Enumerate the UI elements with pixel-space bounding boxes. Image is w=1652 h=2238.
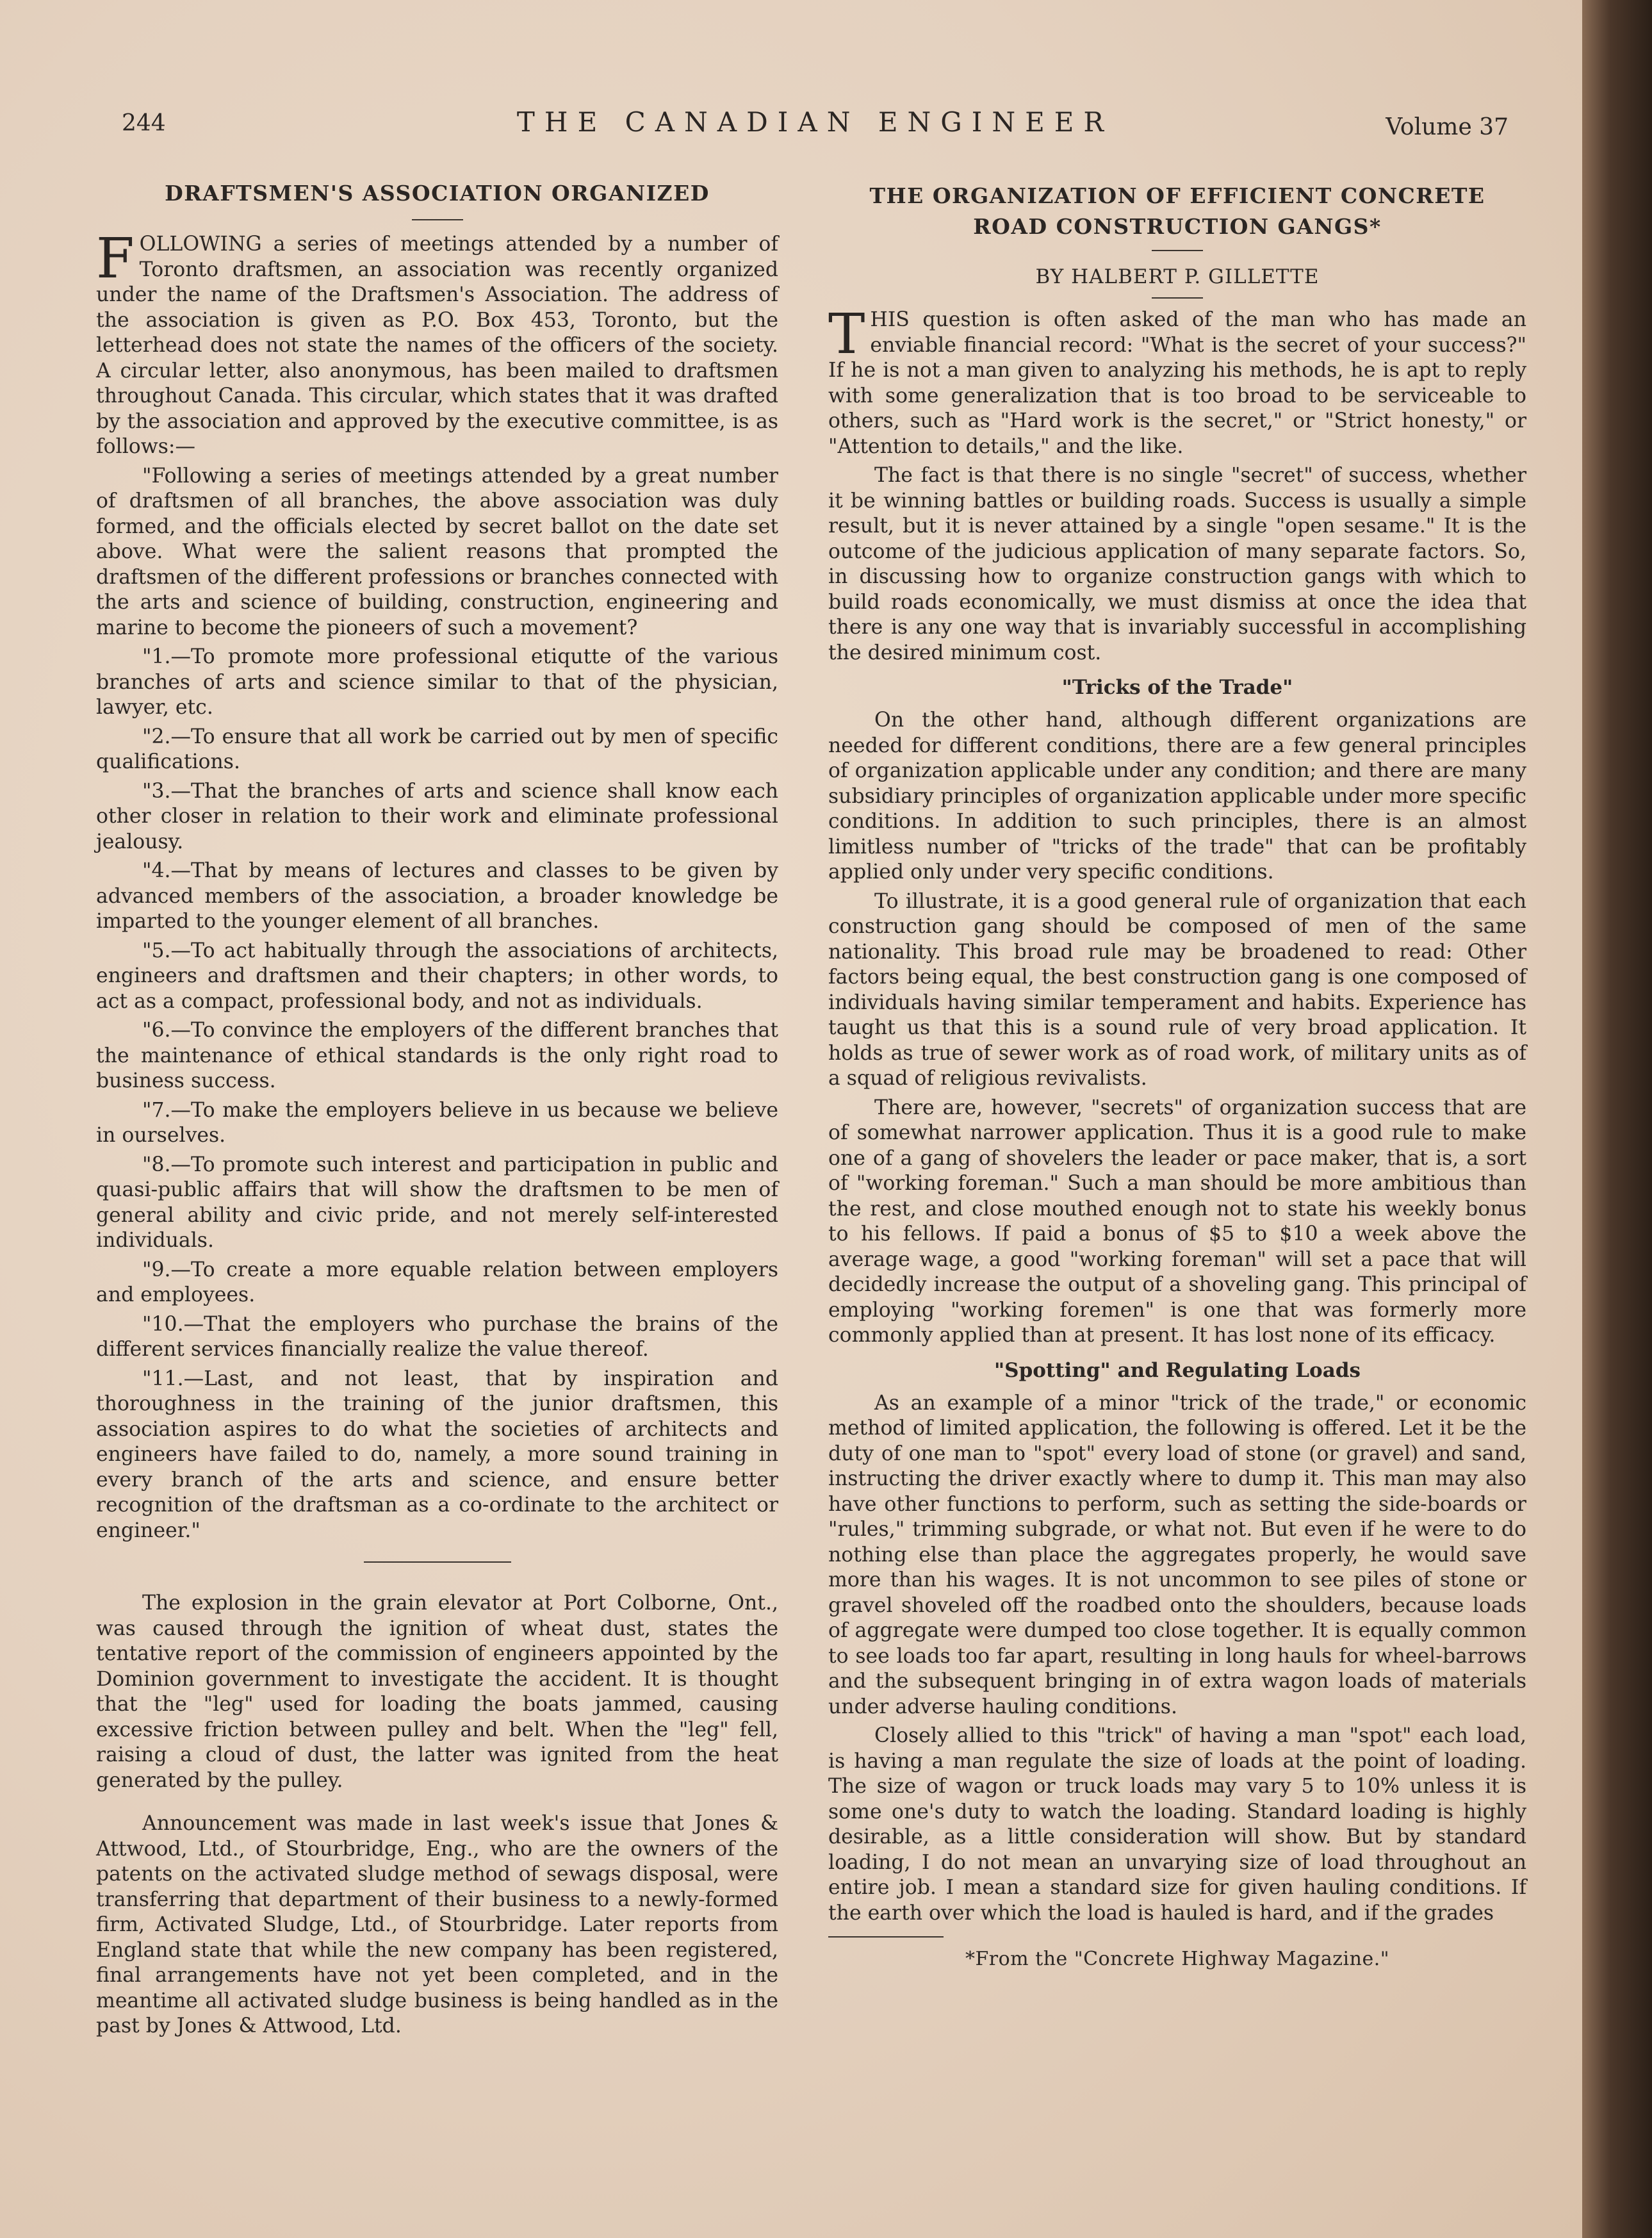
- article-title-line-2: ROAD CONSTRUCTION GANGS*: [973, 214, 1382, 239]
- list-item: "7.—To make the employers believe in us because we believe in ourselves.: [96, 1098, 778, 1147]
- article-paragraph: Closely allied to this "trick" of having a man "spot" each load, is having a man regulate the size of loads at the point of loading. The size of wagon or truck loads may vary 5 to 10% unless it is some one's duty to watch the loading. Standard loading is highly desirable, as a little consideration will show. But by standard loading, I do not mean an unvarying size of load throughout an entire job. I mean a standard size for given hauling conditions. If the earth over which the load is hauled is hard, and if the grades: [828, 1724, 1526, 1925]
- running-header: [122, 106, 1509, 149]
- list-item: "9.—To create a more equable relation between employers and employees.: [96, 1258, 778, 1306]
- article-title-draftsmen: DRAFTSMEN'S ASSOCIATION ORGANIZED: [165, 181, 710, 206]
- left-column: [96, 181, 778, 2043]
- article-paragraph: On the other hand, although different organizations are needed for different conditions, there are a few general principles of organization applicable under any condition; and there are many subsidiary principles of organization applicable under more specific conditions. In addition to such principles, there is an almost limitless number of "tricks of the trade" that can be profitably applied only under very specific conditions.: [828, 709, 1526, 884]
- byline-rule: [1152, 297, 1203, 299]
- article-paragraph: The fact is that there is no single "secret" of success, whether it be winning battles or building roads. Success is usually a simple result, but it is never attained by a single "open sesame." It is the outcome of the judicious application of many separate factors. So, in discussing how to organize construction gangs with which to build roads economically, we must dismiss at once the idea that there is any one way that is invariably successful in accomplishing the desired minimum cost.: [828, 464, 1526, 664]
- article-paragraph: THIS question is often asked of the man who has made an enviable financial record: "What is the secret of your success?" If he is not a man given to analyzing his methods, he is apt to reply with some generalization that is too broad to be serviceable to others, such as "Hard work is the secret," or "Strict honesty," or "Attention to details," and the like.: [828, 302, 1526, 458]
- journal-title: THE CANADIAN ENGINEER: [516, 106, 1114, 138]
- article-paragraph: "Following a series of meetings attended by a great number of draftsmen of all branches, the above association was duly formed, and the officials elected by secret ballot on the date set above. What were the salient reasons that prompted the draftsmen of the different professions or branches connected with the arts and science of building, construction, engineering and marine to become the pioneers of such a movement?: [96, 464, 778, 639]
- article-paragraph: As an example of a minor "trick of the trade," or economic method of limited application, the following is offered. Let it be the duty of one man to "spot" every load of stone (or gravel) and sand, instructing the driver exactly where to dump it. This man may also have other functions to perform, such as setting the side-boards or "rules," trimming subgrade, or what not. But even if he were to do nothing else than place the aggregates properly, he would save more than his wages. It is not uncommon to see piles of stone or gravel shoveled off the roadbed onto the shoulders, because loads of aggregate were dumped too close together. It is equally common to see loads too far apart, resulting in long hauls for wheel-barrows and the subsequent bringing in of extra wagon loads of materials under adverse hauling conditions.: [828, 1391, 1526, 1718]
- article-paragraph: FOLLOWING a series of meetings attended by a number of Toronto draftsmen, an association was recently organized under the name of the Draftsmen's Association. The address of the association is given as P.O. Box 453, Toronto, but the letterhead does not state the names of the officers of the society. A circular letter, also anonymous, has been mailed to draftsmen throughout Canada. This circular, which states that it was drafted by the association and approved by the executive committee, is as follows:—: [96, 227, 778, 458]
- list-item: "4.—That by means of lectures and classes to be given by advanced members of the association, a broader knowledge be imparted to the younger element of all branches.: [96, 859, 778, 933]
- list-item: "2.—To ensure that all work be carried out by men of specific qualifications.: [96, 725, 778, 773]
- news-item-activated-sludge: Announcement was made in last week's issue that Jones & Attwood, Ltd., of Stourbridge, Eng., who are the owners of the patents on the activated sludge method of sewags disposal, were transferring that department of their business to a newly-formed firm, Activated Sludge, Ltd., of Stourbridge. Later reports from England state that while the new company has been registered, final arrangements have not yet been completed, and in the meantime all activated sludge business is being handled as in the past by Jones & Attwood, Ltd.: [96, 1812, 778, 2037]
- page-number: 244: [122, 110, 166, 136]
- volume-label: Volume 37: [1386, 114, 1509, 140]
- right-column: [828, 181, 1526, 1970]
- byline: BY HALBERT P. GILLETTE: [1035, 265, 1320, 288]
- list-item: "1.—To promote more professional etiqutte of the various branches of arts and science similar to that of the physician, lawyer, etc.: [96, 645, 778, 719]
- section-divider: [364, 1561, 511, 1563]
- list-item: "8.—To promote such interest and participation in public and quasi-public affairs that will show the draftsmen to be men of general ability and civic pride, and not merely self-interested individuals.: [96, 1153, 778, 1252]
- footnote-rule: [828, 1936, 944, 1938]
- subheading-tricks: "Tricks of the Trade": [1061, 676, 1293, 699]
- book-spine-shadow: [1582, 0, 1652, 2238]
- news-item-explosion: The explosion in the grain elevator at Port Colborne, Ont., was caused through the ignition of wheat dust, states the tentative report of the commission of engineers appointed by the Dominion government to investigate the accident. It is thought that the "leg" used for loading the boats jammed, causing excessive friction between pulley and belt. When the "leg" fell, raising a cloud of dust, the latter was ignited from the heat generated by the pulley.: [96, 1592, 778, 1792]
- footnote: *From the "Concrete Highway Magazine.": [965, 1948, 1390, 1970]
- article-paragraph: To illustrate, it is a good general rule of organization that each construction gang should be composed of men of the same nationality. This broad rule may be broadened to read: Other factors being equal, the best construction gang is one composed of individuals having similar temperament and habits. Experience has taught us that this is a sound rule of very broad application. It holds as true of sewer work as of road work, of military units as of a squad of religious revivalists.: [828, 889, 1526, 1090]
- drop-cap: F: [96, 227, 135, 291]
- subheading-spotting: "Spotting" and Regulating Loads: [994, 1358, 1361, 1382]
- article-paragraph: There are, however, "secrets" of organization success that are of somewhat narrower application. Thus it is a good rule to make one of a gang of shovelers the leader or pace maker, that is, a sort of "working foreman." Such a man should be more ambitious than the rest, and close mouthed enough not to state his weekly bonus to his fellows. If paid a bonus of $5 to $10 a week above the average wage, a good "working foreman" will set a pace that will decidedly increase the output of a shoveling gang. This principal of employing "working foremen" is one that was formerly more commonly applied than at present. It has lost none of its efficacy.: [828, 1096, 1526, 1347]
- list-item: "6.—To convince the employers of the different branches that the maintenance of ethical standards is the only right road to business success.: [96, 1019, 778, 1092]
- list-item: "3.—That the branches of arts and science shall know each other closer in relation to their work and eliminate professional jealousy.: [96, 779, 778, 853]
- drop-cap: T: [828, 302, 865, 366]
- title-rule: [1152, 250, 1203, 251]
- article-title-line-1: THE ORGANIZATION OF EFFICIENT CONCRETE: [869, 183, 1485, 208]
- list-item: "11.—Last, and not least, that by inspiration and thoroughness in the training of the junior draftsmen, this association aspires to do what the societies of architects and engineers have failed to do, namely, a more sound training in every branch of the arts and science, and ensure better recognition of the draftsman as a co-ordinate to the architect or engineer.": [96, 1367, 778, 1542]
- list-item: "10.—That the employers who purchase the brains of the different services financially realize the value thereof.: [96, 1312, 778, 1361]
- title-rule: [412, 219, 463, 220]
- list-item: "5.—To act habitually through the associations of architects, engineers and draftsmen and their chapters; in other words, to act as a compact, professional body, and not as individuals.: [96, 939, 778, 1013]
